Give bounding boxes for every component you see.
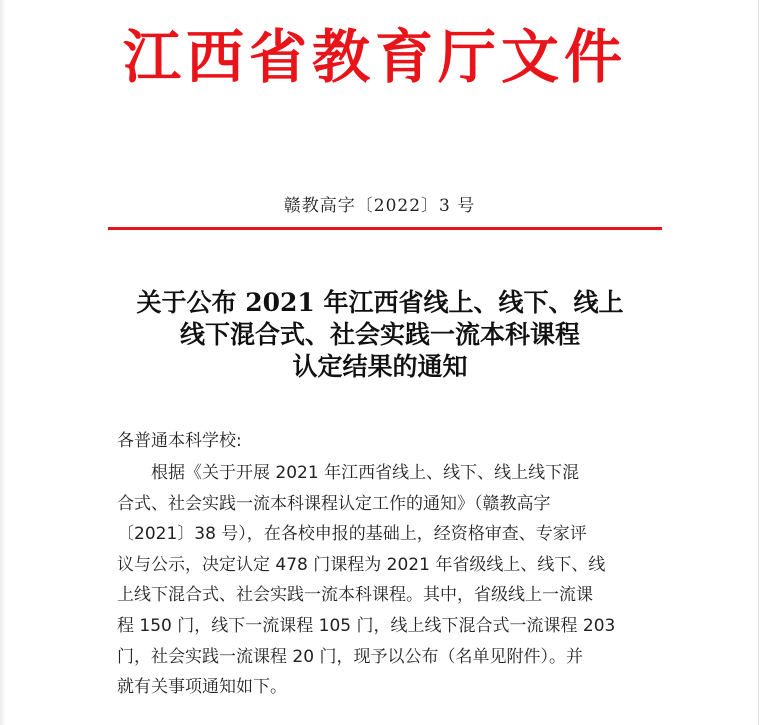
body-line: 程 150 门，线下一流课程 105 门，线上线下混合式一流课程 203	[117, 615, 616, 636]
notice-title-line: 认定结果的通知	[292, 352, 468, 381]
body-line: 合式、社会实践一流本科课程认定工作的通知》（赣教高字	[117, 493, 551, 514]
page-edge-shadow	[0, 0, 6, 725]
body-line: 议与公示，决定认定 478 门课程为 2021 年省级线上、线下、线	[117, 554, 606, 575]
body-paragraph	[117, 458, 677, 703]
salutation: 各普通本科学校:	[117, 431, 242, 451]
document-number: 赣教高字〔2022〕3 号	[283, 196, 476, 216]
masthead-title: 江西省教育厅文件	[122, 23, 627, 91]
notice-title-line: 线下混合式、社会实践一流本科课程	[179, 320, 580, 349]
red-divider-line	[108, 227, 662, 230]
body-line: 根据《关于开展 2021 年江西省线上、线下、线上线下混	[151, 463, 580, 483]
body-line: 〔2021〕38 号），在各校申报的基础上，经资格审查、专家评	[117, 524, 587, 545]
notice-title-line: 关于公布 2021 年江西省线上、线下、线上	[136, 288, 624, 317]
body-line: 上线下混合式、社会实践一流本科课程。其中，省级线上一流课	[117, 585, 593, 606]
body-line: 就有关事项通知如下。	[117, 677, 287, 698]
notice-title	[60, 287, 700, 383]
body-line: 门，社会实践一流课程 20 门，现予以公布（名单见附件）。并	[117, 646, 583, 667]
